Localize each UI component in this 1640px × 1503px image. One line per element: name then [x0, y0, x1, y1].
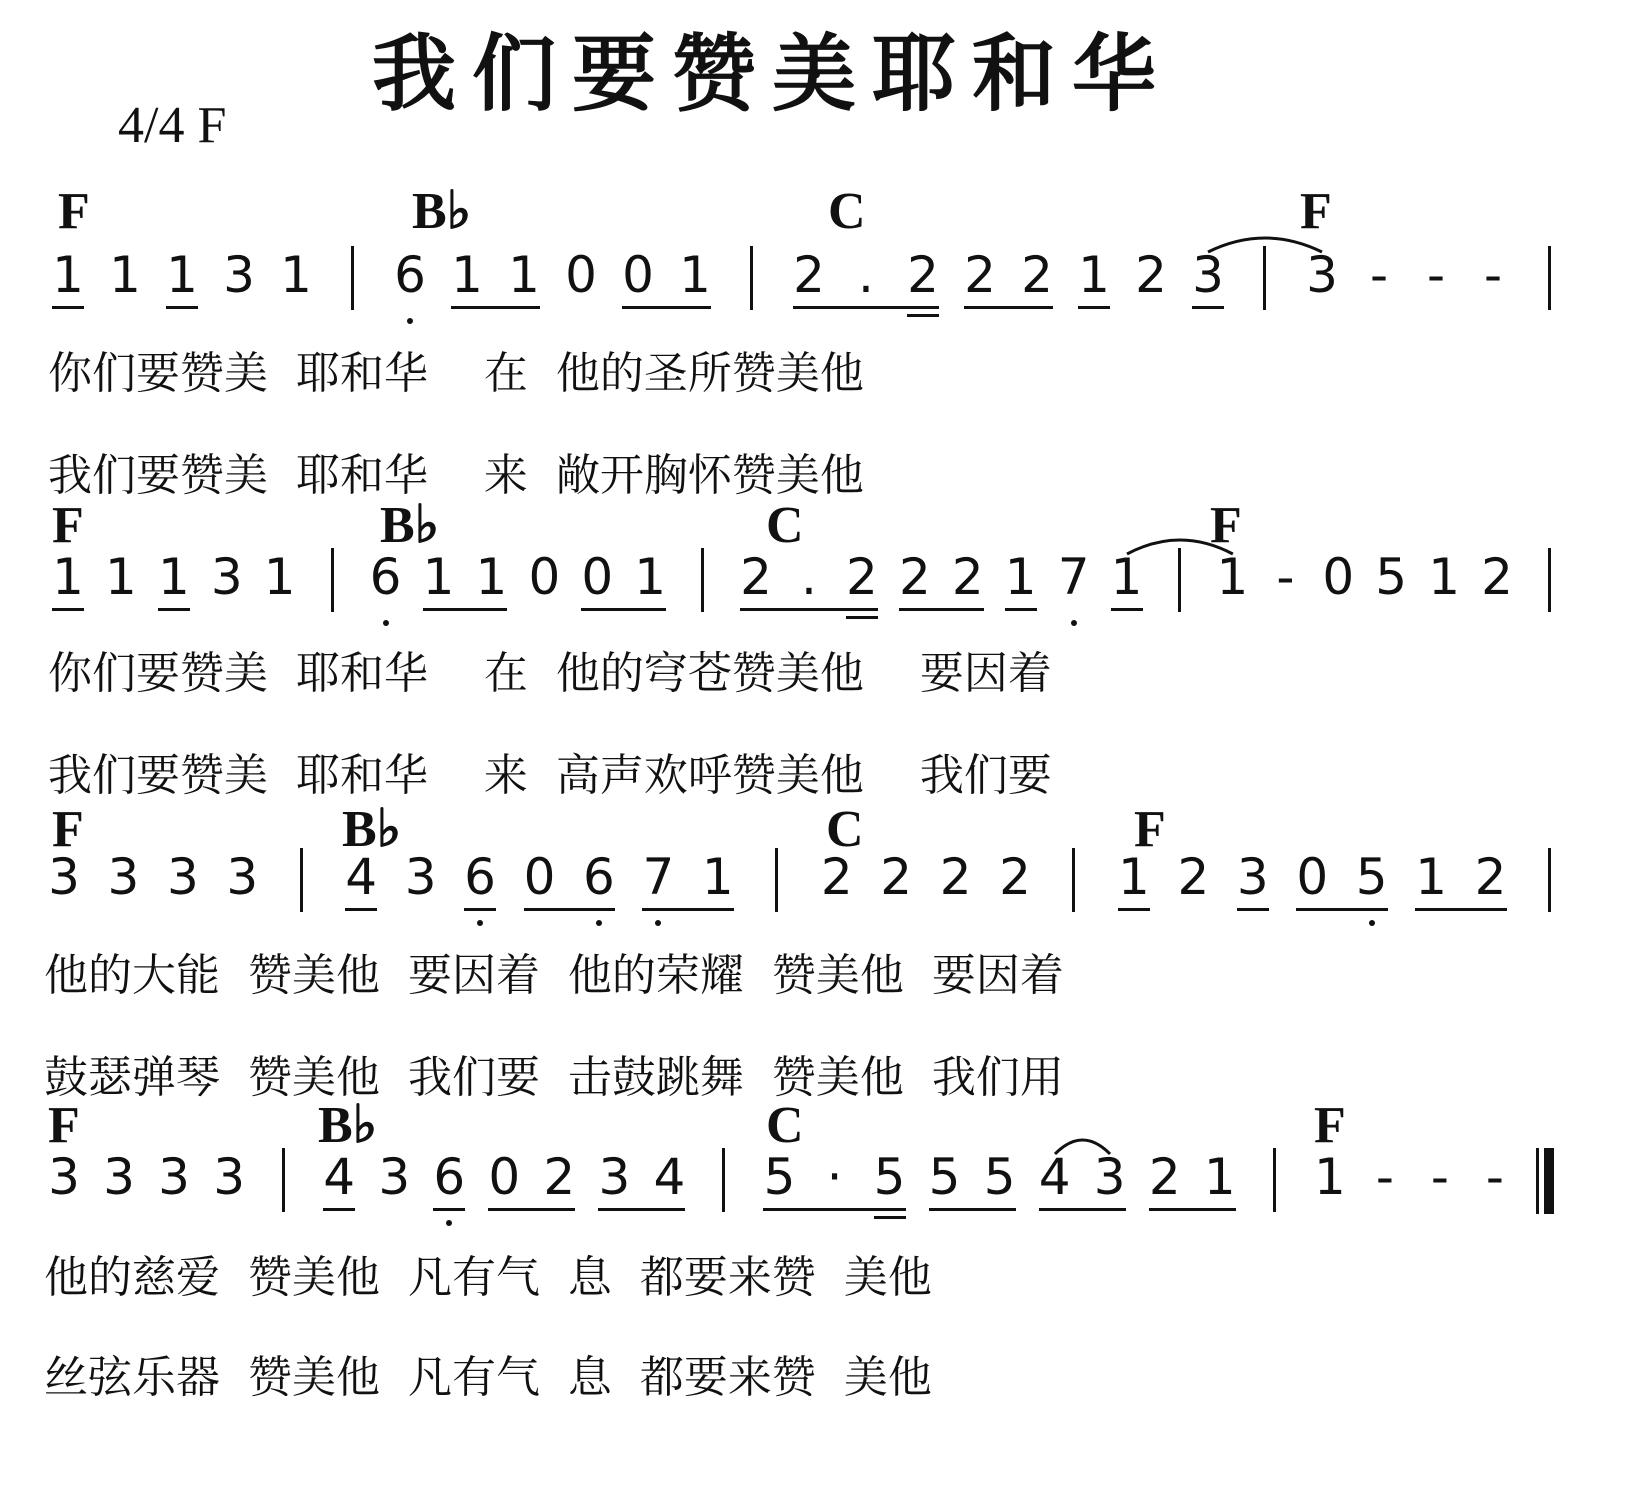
bar-line: [300, 848, 303, 912]
low-octave-dot: [655, 920, 661, 926]
note: 3: [158, 1148, 190, 1206]
beam-underline: [1415, 908, 1506, 911]
final-bar-thick: [1544, 1148, 1554, 1214]
beam-underline: [1078, 306, 1110, 309]
note: 2: [964, 246, 996, 304]
note: 3: [223, 246, 255, 304]
note: -: [1426, 246, 1446, 304]
note: 2: [1481, 548, 1513, 606]
bar-line: [701, 548, 704, 612]
double-beam-underline: [846, 616, 878, 619]
lyric-line: 我们要赞美 耶和华 来 高声欢呼赞美他 我们要: [48, 750, 1052, 801]
note: 2: [880, 848, 913, 906]
beam-underline: [323, 1208, 355, 1211]
note: 4: [653, 1148, 686, 1206]
low-octave-dot: [407, 318, 413, 324]
bar-line: [1072, 848, 1075, 912]
chord-symbol: B♭: [318, 1097, 378, 1154]
beam-underline: [52, 306, 84, 309]
beam-underline: [1237, 908, 1269, 911]
lyric-line: 你们要赞美 耶和华 在 他的穹苍赞美他 要因着: [48, 648, 1052, 699]
key-signature: 4/4 F: [118, 97, 227, 154]
bar-line: [1548, 848, 1551, 912]
note: 0: [1322, 548, 1355, 606]
note: 3: [210, 548, 243, 606]
note: 3: [378, 1148, 411, 1206]
bar-line: [722, 1148, 725, 1212]
note: 5: [983, 1148, 1016, 1206]
low-octave-dot: [383, 620, 389, 626]
low-octave-dot: [1071, 620, 1077, 626]
beam-underline: [1111, 608, 1143, 611]
note: 3: [1192, 246, 1224, 304]
bar-line: [775, 848, 778, 912]
beam-underline: [964, 306, 1053, 309]
note: 1: [1004, 548, 1037, 606]
note: 0: [528, 548, 561, 606]
note: 2: [1021, 246, 1053, 304]
note: 1: [52, 246, 84, 304]
beam-underline: [166, 306, 198, 309]
beam-underline: [488, 1208, 575, 1211]
chord-symbol: F: [58, 183, 90, 240]
bar-line: [282, 1148, 285, 1212]
note: 3: [48, 1148, 80, 1206]
tie-arc: [1055, 1134, 1110, 1158]
lyric-line: 我们要赞美 耶和华 来 敞开胸怀赞美他: [48, 450, 864, 501]
song-title: 我们要赞美耶和华: [372, 24, 1173, 123]
double-beam-underline: [907, 314, 939, 317]
note: 2: [1177, 848, 1210, 906]
note: 3: [103, 1148, 135, 1206]
lyric-line: 他的大能 赞美他 要因着 他的荣耀 赞美他 要因着: [44, 950, 1064, 1001]
note: 7: [642, 848, 675, 906]
note: 2: [820, 848, 853, 906]
note: 3: [1306, 246, 1338, 304]
note: 3: [213, 1148, 246, 1206]
note: 6: [433, 1148, 466, 1206]
note: 6: [464, 848, 496, 906]
beam-underline: [598, 1208, 685, 1211]
note: .: [858, 246, 874, 304]
note: 1: [157, 548, 190, 606]
note: 2: [907, 246, 939, 304]
final-bar-thin: [1536, 1148, 1539, 1214]
note: 2: [951, 548, 984, 606]
note: 0: [565, 246, 597, 304]
beam-underline: [52, 608, 84, 611]
note: 0: [581, 548, 614, 606]
lyric-line: 他的慈爱 赞美他 凡有气 息 都要来赞 美他: [44, 1252, 932, 1303]
note: 5: [763, 1148, 796, 1206]
low-octave-dot: [446, 1220, 452, 1226]
beam-underline: [1118, 908, 1150, 911]
note: 4: [323, 1148, 356, 1206]
chord-symbol: F: [1314, 1097, 1346, 1154]
lyric-line: 你们要赞美 耶和华 在 他的圣所赞美他: [48, 348, 864, 399]
beam-underline: [158, 608, 190, 611]
note: 4: [1038, 1148, 1071, 1206]
note: 1: [109, 246, 141, 304]
note: 1: [1216, 548, 1249, 606]
beam-underline: [451, 306, 540, 309]
note: 1: [508, 246, 540, 304]
note: 1: [634, 548, 667, 606]
note: 6: [369, 548, 402, 606]
note: 6: [583, 848, 615, 906]
note: 0: [622, 246, 654, 304]
chord-symbol: F: [1134, 801, 1166, 858]
beam-underline: [1039, 1208, 1126, 1211]
note: 3: [48, 848, 80, 906]
note: 2: [898, 548, 931, 606]
note: 2: [939, 848, 972, 906]
chord-symbol: C: [766, 497, 804, 554]
note: 1: [422, 548, 455, 606]
beam-underline: [793, 306, 939, 309]
note: 0: [523, 848, 556, 906]
bar-line: [750, 246, 753, 310]
note: 1: [1110, 548, 1143, 606]
chord-symbol: B♭: [342, 801, 402, 858]
low-octave-dot: [596, 920, 602, 926]
beam-underline: [929, 1208, 1016, 1211]
beam-underline: [433, 1208, 465, 1211]
bar-line: [331, 548, 334, 612]
note: 5: [928, 1148, 961, 1206]
note: 3: [1093, 1148, 1126, 1206]
note: 1: [280, 246, 312, 304]
note: 1: [1118, 848, 1150, 906]
note: 1: [166, 246, 198, 304]
note: 3: [404, 848, 437, 906]
bar-line: [351, 246, 354, 310]
note: 2: [846, 548, 878, 606]
note: 1: [679, 246, 711, 304]
note: 7: [1057, 548, 1090, 606]
chord-symbol: F: [1300, 183, 1332, 240]
note: ·: [826, 1148, 843, 1206]
beam-underline: [622, 306, 711, 309]
beam-underline: [1296, 908, 1387, 911]
note: 1: [701, 848, 734, 906]
low-octave-dot: [1369, 920, 1375, 926]
note: 5: [873, 1148, 906, 1206]
lyric-line: 鼓瑟弹琴 赞美他 我们要 击鼓跳舞 赞美他 我们用: [44, 1052, 1064, 1103]
beam-underline: [423, 608, 508, 611]
tie-arc: [1208, 232, 1322, 256]
low-octave-dot: [477, 920, 483, 926]
chord-symbol: B♭: [380, 497, 440, 554]
chord-symbol: F: [52, 801, 84, 858]
note: 3: [598, 1148, 631, 1206]
beam-underline: [1005, 608, 1037, 611]
note: 1: [1415, 848, 1448, 906]
chord-symbol: C: [826, 801, 864, 858]
note: 2: [1474, 848, 1507, 906]
beam-underline: [763, 1208, 905, 1211]
beam-underline: [1192, 306, 1224, 309]
note: 5: [1355, 848, 1388, 906]
note: 2: [740, 548, 772, 606]
note: 6: [394, 246, 426, 304]
bar-line: [1273, 1148, 1276, 1212]
beam-underline: [524, 908, 615, 911]
beam-underline: [899, 608, 984, 611]
note: -: [1485, 1148, 1504, 1206]
double-beam-underline: [874, 1216, 906, 1219]
bar-line: [1548, 246, 1551, 310]
note: 1: [263, 548, 296, 606]
beam-underline: [1149, 1208, 1236, 1211]
note: .: [801, 548, 817, 606]
note: -: [1430, 1148, 1449, 1206]
beam-underline: [581, 608, 666, 611]
note: 1: [105, 548, 137, 606]
note: 1: [475, 548, 508, 606]
note: 1: [1203, 1148, 1236, 1206]
chord-symbol: C: [766, 1097, 804, 1154]
lyric-line: 丝弦乐器 赞美他 凡有气 息 都要来赞 美他: [44, 1352, 932, 1403]
note: 3: [166, 848, 199, 906]
chord-symbol: F: [48, 1097, 80, 1154]
chord-symbol: F: [52, 497, 84, 554]
note: 2: [1148, 1148, 1181, 1206]
beam-underline: [464, 908, 496, 911]
chord-symbol: B♭: [412, 183, 472, 240]
note: 3: [107, 848, 140, 906]
note: 1: [1313, 1148, 1346, 1206]
note: 1: [451, 246, 483, 304]
beam-underline: [642, 908, 733, 911]
note: 5: [1375, 548, 1408, 606]
bar-line: [1548, 548, 1551, 612]
note: -: [1369, 246, 1389, 304]
beam-underline: [345, 908, 377, 911]
note: -: [1375, 1148, 1394, 1206]
note: 1: [1428, 548, 1461, 606]
note: 1: [1078, 246, 1110, 304]
note: 2: [793, 246, 825, 304]
note: -: [1276, 548, 1295, 606]
note: 2: [543, 1148, 576, 1206]
tie-arc: [1127, 534, 1233, 558]
note: 1: [52, 548, 84, 606]
note: 3: [226, 848, 259, 906]
note: 0: [1296, 848, 1329, 906]
beam-underline: [740, 608, 878, 611]
note: 2: [999, 848, 1031, 906]
note: 0: [488, 1148, 521, 1206]
note: 2: [1135, 246, 1167, 304]
note: 4: [345, 848, 378, 906]
chord-symbol: C: [828, 183, 866, 240]
note: 3: [1236, 848, 1269, 906]
chord-symbol: F: [1210, 497, 1242, 554]
note: -: [1483, 246, 1503, 304]
